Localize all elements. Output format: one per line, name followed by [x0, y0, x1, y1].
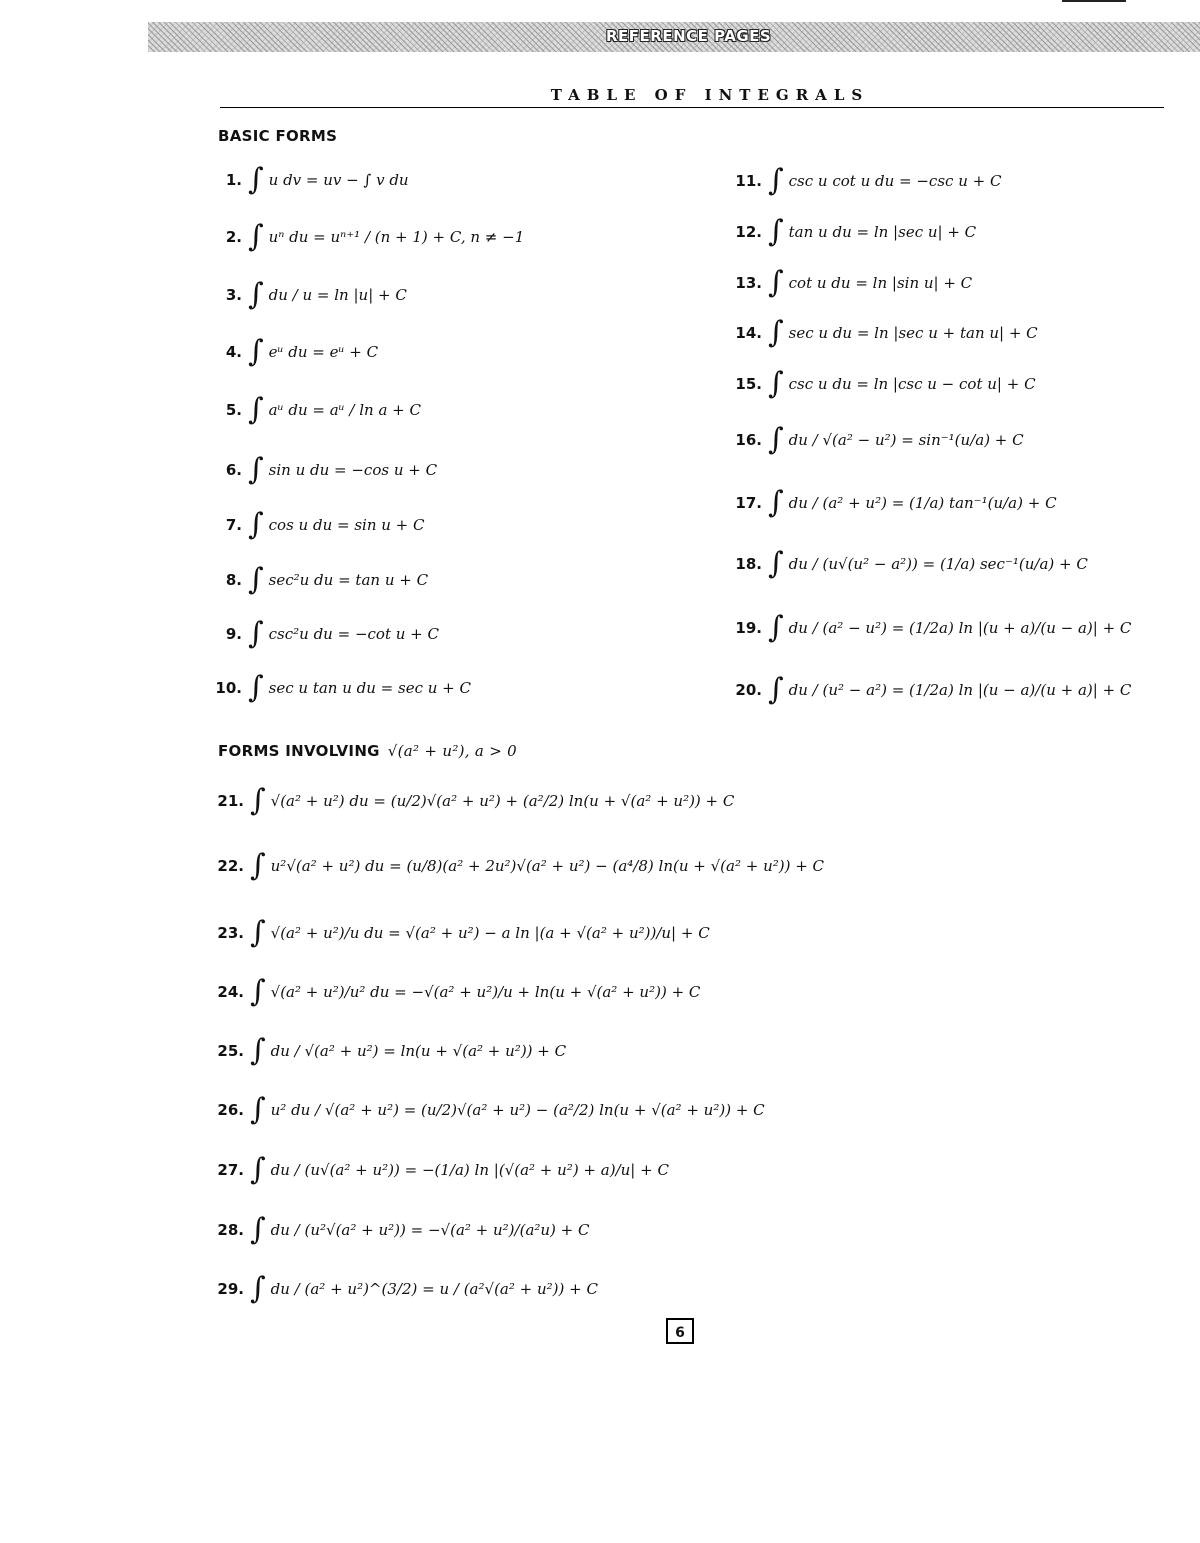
integral-sign-icon: ∫ [250, 1271, 266, 1306]
formula-number: 20. [735, 681, 762, 699]
integral-sign-icon: ∫ [768, 485, 784, 520]
integral-sign-icon: ∫ [248, 562, 264, 597]
formula-expression: aᵘ du = aᵘ / ln a + C [268, 401, 421, 419]
integral-sign-icon: ∫ [248, 616, 264, 651]
formula-25 [210, 1027, 566, 1075]
crop-mark [1062, 0, 1126, 2]
formula-number: 5. [225, 401, 242, 419]
formula-1 [214, 156, 409, 204]
formula-15 [734, 360, 1036, 408]
formula-expression: csc u du = ln |csc u − cot u| + C [788, 375, 1036, 393]
formula-expression: du / √(a² + u²) = ln(u + √(a² + u²)) + C [270, 1042, 567, 1060]
formula-18 [734, 540, 1088, 588]
formula-number: 18. [735, 555, 762, 573]
integral-sign-icon: ∫ [250, 974, 266, 1009]
formula-expression: sec u du = ln |sec u + tan u| + C [788, 324, 1038, 342]
integral-sign-icon: ∫ [248, 392, 264, 427]
integral-sign-icon: ∫ [250, 783, 266, 818]
banner-title: REFERENCE PAGES [606, 27, 772, 45]
formula-19 [734, 604, 1131, 652]
formula-expression: du / (a² − u²) = (1/2a) ln |(u + a)/(u − a)| + C [788, 619, 1132, 637]
integral-sign-icon: ∫ [250, 1033, 266, 1068]
formula-number: 19. [735, 619, 762, 637]
formula-7 [214, 501, 425, 549]
integral-sign-icon: ∫ [250, 1212, 266, 1247]
integral-sign-icon: ∫ [768, 214, 784, 249]
integral-sign-icon: ∫ [768, 672, 784, 707]
formula-expression: tan u du = ln |sec u| + C [788, 223, 977, 241]
formula-expression: √(a² + u²)/u² du = −√(a² + u²)/u + ln(u + √(a² + u²)) + C [270, 983, 701, 1001]
integral-sign-icon: ∫ [250, 915, 266, 950]
formula-2 [214, 213, 524, 261]
integral-sign-icon: ∫ [250, 848, 266, 883]
integral-sign-icon: ∫ [248, 277, 264, 312]
formula-21 [210, 777, 734, 825]
formula-number: 17. [735, 494, 762, 512]
formula-expression: cot u du = ln |sin u| + C [788, 274, 973, 292]
integral-sign-icon: ∫ [248, 334, 264, 369]
integral-sign-icon: ∫ [768, 422, 784, 457]
formula-29 [210, 1265, 598, 1313]
formula-expression: du / (a² + u²) = (1/a) tan⁻¹(u/a) + C [788, 494, 1057, 512]
formula-13 [734, 259, 972, 307]
formula-14 [734, 309, 1038, 357]
formula-4 [214, 328, 378, 376]
formula-22 [210, 842, 824, 890]
formula-expression: u dv = uv − ∫ v du [268, 171, 409, 189]
formula-5 [214, 386, 421, 434]
formula-number: 25. [217, 1042, 244, 1060]
formula-number: 16. [735, 431, 762, 449]
integral-sign-icon: ∫ [768, 265, 784, 300]
formula-9 [214, 610, 439, 658]
integral-sign-icon: ∫ [248, 507, 264, 542]
formula-number: 13. [735, 274, 762, 292]
formula-number: 1. [225, 171, 242, 189]
formula-expression: √(a² + u²) du = (u/2)√(a² + u²) + (a²/2) ln(u + √(a² + u²)) + C [270, 792, 735, 810]
formula-number: 10. [215, 679, 242, 697]
formula-expression: csc u cot u du = −csc u + C [788, 172, 1002, 190]
formula-number: 15. [735, 375, 762, 393]
formula-number: 26. [217, 1101, 244, 1119]
section-heading-text: FORMS INVOLVING [218, 742, 380, 760]
section-condition: √(a² + u²), a > 0 [387, 742, 518, 760]
integral-sign-icon: ∫ [250, 1092, 266, 1127]
formula-number: 8. [225, 571, 242, 589]
formula-expression: sec u tan u du = sec u + C [268, 679, 471, 697]
formula-17 [734, 479, 1057, 527]
reference-pages-banner [148, 22, 1200, 52]
formula-expression: du / (u√(a² + u²)) = −(1/a) ln |(√(a² + u²) + a)/u| + C [270, 1161, 669, 1179]
formula-number: 14. [735, 324, 762, 342]
formula-expression: uⁿ du = uⁿ⁺¹ / (n + 1) + C, n ≠ −1 [268, 228, 525, 246]
integral-sign-icon: ∫ [248, 219, 264, 254]
formula-expression: u² du / √(a² + u²) = (u/2)√(a² + u²) − (a²/2) ln(u + √(a² + u²)) + C [270, 1101, 765, 1119]
formula-expression: du / u = ln |u| + C [268, 286, 407, 304]
formula-number: 23. [217, 924, 244, 942]
formula-expression: eᵘ du = eᵘ + C [268, 343, 379, 361]
formula-23 [210, 909, 710, 957]
integral-sign-icon: ∫ [768, 546, 784, 581]
formula-number: 2. [225, 228, 242, 246]
formula-expression: csc²u du = −cot u + C [268, 625, 439, 643]
formula-number: 29. [217, 1280, 244, 1298]
formula-number: 24. [217, 983, 244, 1001]
formula-24 [210, 968, 700, 1016]
formula-number: 3. [225, 286, 242, 304]
formula-expression: sec²u du = tan u + C [268, 571, 429, 589]
formula-26 [210, 1086, 765, 1134]
formula-expression: cos u du = sin u + C [268, 516, 425, 534]
formula-20 [734, 666, 1131, 714]
formula-27 [210, 1146, 669, 1194]
formula-10 [214, 664, 471, 712]
integral-sign-icon: ∫ [250, 1152, 266, 1187]
formula-12 [734, 208, 976, 256]
title-rule [220, 107, 1164, 108]
formula-3 [214, 271, 407, 319]
formula-expression: du / √(a² − u²) = sin⁻¹(u/a) + C [788, 431, 1024, 449]
formula-11 [734, 157, 1001, 205]
page-title: TABLE OF INTEGRALS [550, 86, 870, 104]
formula-expression: du / (u√(u² − a²)) = (1/a) sec⁻¹(u/a) + C [788, 555, 1088, 573]
formula-number: 9. [225, 625, 242, 643]
formula-8 [214, 556, 428, 604]
integral-sign-icon: ∫ [768, 610, 784, 645]
integral-sign-icon: ∫ [768, 315, 784, 350]
formula-number: 28. [217, 1221, 244, 1239]
integral-sign-icon: ∫ [768, 366, 784, 401]
formula-expression: du / (u² − a²) = (1/2a) ln |(u − a)/(u + a)| + C [788, 681, 1132, 699]
integral-sign-icon: ∫ [248, 452, 264, 487]
formula-expression: du / (u²√(a² + u²)) = −√(a² + u²)/(a²u) + C [270, 1221, 590, 1239]
formula-28 [210, 1206, 590, 1254]
formula-expression: sin u du = −cos u + C [268, 461, 438, 479]
section-heading-sqrt-forms [218, 742, 517, 760]
page-number: 6 [666, 1318, 694, 1344]
formula-number: 7. [225, 516, 242, 534]
integral-sign-icon: ∫ [248, 670, 264, 705]
integral-sign-icon: ∫ [768, 163, 784, 198]
formula-number: 21. [217, 792, 244, 810]
formula-number: 6. [225, 461, 242, 479]
formula-6 [214, 446, 437, 494]
formula-number: 4. [225, 343, 242, 361]
formula-number: 11. [735, 172, 762, 190]
formula-number: 27. [217, 1161, 244, 1179]
formula-number: 22. [217, 857, 244, 875]
integral-sign-icon: ∫ [248, 162, 264, 197]
formula-16 [734, 416, 1024, 464]
formula-expression: u²√(a² + u²) du = (u/8)(a² + 2u²)√(a² + u²) − (a⁴/8) ln(u + √(a² + u²)) + C [270, 857, 825, 875]
formula-number: 12. [735, 223, 762, 241]
section-heading-basic-forms: BASIC FORMS [218, 127, 338, 145]
formula-expression: √(a² + u²)/u du = √(a² + u²) − a ln |(a + √(a² + u²))/u| + C [270, 924, 710, 942]
formula-expression: du / (a² + u²)^(3/2) = u / (a²√(a² + u²)) + C [270, 1280, 598, 1298]
